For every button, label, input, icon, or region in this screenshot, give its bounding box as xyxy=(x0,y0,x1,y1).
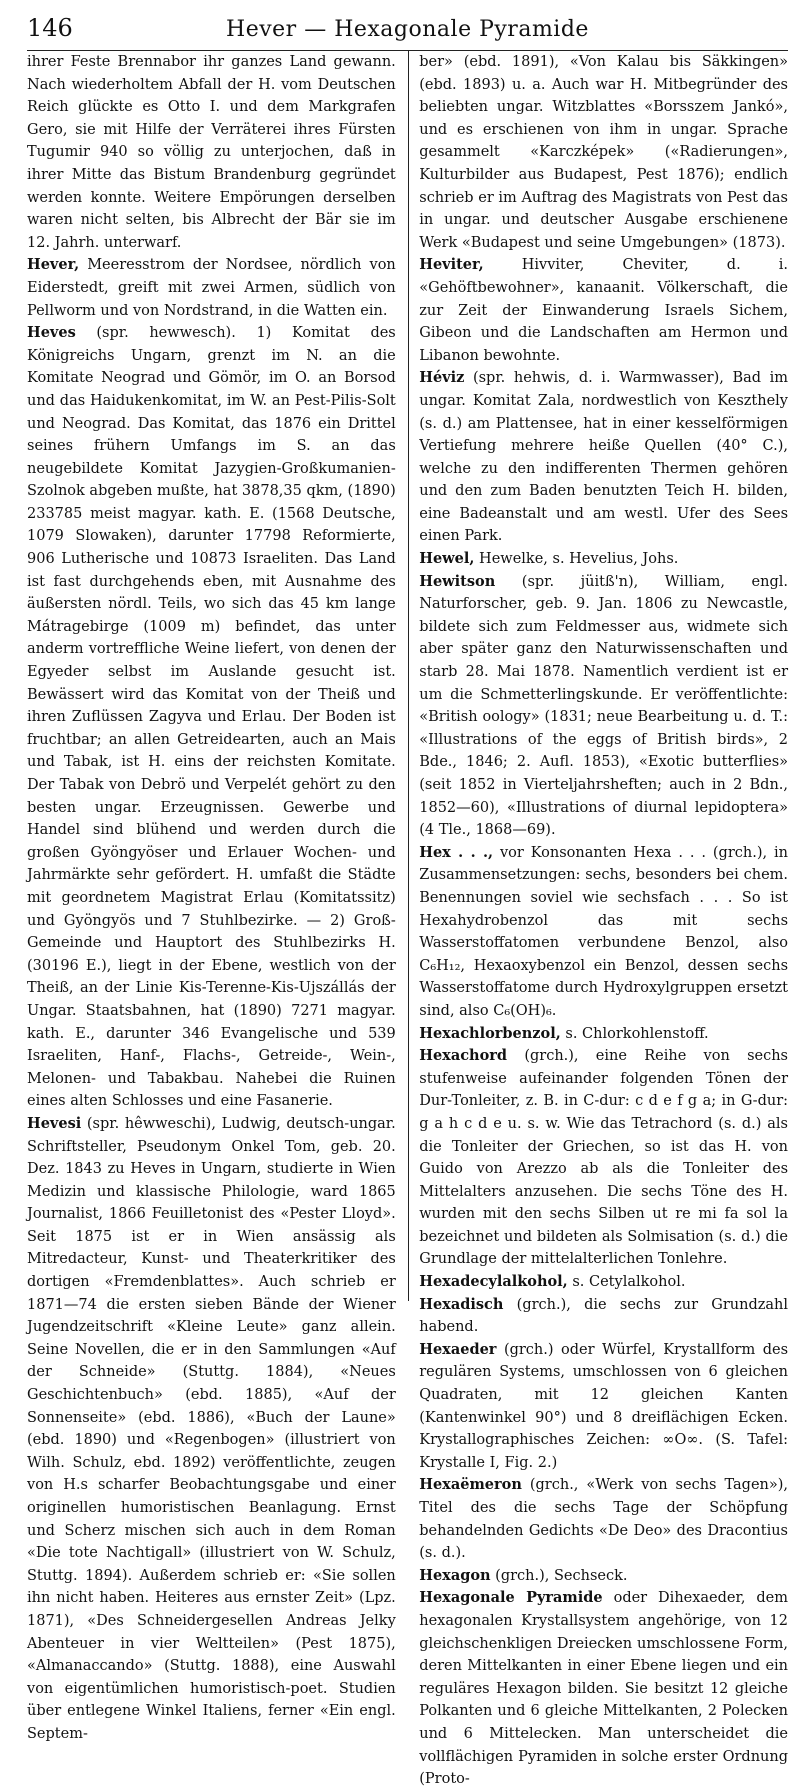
entry-continuation: ihrer Feste Brennabor ihr ganzes Land gewann. Nach wiederholtem Abfall der H. vom Deutschen Reich glückte es Otto I. und dem Markgrafen Gero, sie mit Hilfe der Verräterei ihres Fürsten Tugumir 940 so völlig zu unterjochen, daß in ihrer Mitte das Bistum Brandenburg gegründet werden konnte. Weitere Empörungen derselben waren nicht selten, bis Albrecht der Bär sie im 12. Jahrh. unterwarf. xyxy=(27,54,396,251)
column-divider xyxy=(408,51,409,1301)
entry-hexadisch: Hexadisch (grch.), die sechs zur Grundzahl habend. xyxy=(419,1295,789,1336)
headword: Hexachlorbenzol, xyxy=(419,1024,561,1042)
running-title: Hever — Hexagonale Pyramide xyxy=(226,17,589,42)
entry-hexaeder: Hexaeder (grch.) oder Würfel, Krystallform des regulären Systems, umschlossen von 6 gleichen Quadraten, mit 12 gleichen Kanten (Kantenwinkel 90°) und 8 dreiflächigen Ecken. Krystallographisches Zeichen: ∞O∞. (S. Tafel: Krystalle I, Fig. 2.) xyxy=(419,1340,789,1471)
headword: Hexagonale Pyramide xyxy=(419,1589,603,1607)
headword: Hewel, xyxy=(419,550,475,568)
headword: Hexaeder xyxy=(419,1340,497,1358)
headword: Hexadisch xyxy=(419,1295,504,1313)
entry-hever: Hever, Meeresstrom der Nordsee, nördlich von Eiderstedt, greift mit zwei Armen, südlich von Pellworm und von Nordstrand, in die Watten ein. xyxy=(27,256,396,319)
headword: Hewitson xyxy=(419,572,496,590)
page-number: 146 xyxy=(27,14,73,42)
headword: Hexadecylalkohol, xyxy=(419,1273,568,1291)
headword: Hever, xyxy=(27,256,80,274)
headword: Hexaëmeron xyxy=(419,1476,522,1494)
headword: Heves xyxy=(27,324,76,342)
entry-heves: Heves (spr. hewwesch). 1) Komitat des Königreichs Ungarn, grenzt im N. an die Komitate Neograd und Gömör, im O. an Borsod und das Haidukenkomitat, im W. an Pest-Pilis-Solt und Neograd. Das Komitat, das 1876 ein Drittel seines frühern Umfangs im S. an das neugebildete Komitat Jazygien-Großkumanien-Szolnok abgeben mußte, hat 3878,35 qkm, (1890) 233785 meist magyar. kath. E. (1568 Deutsche, 1079 Slowaken), darunter 17798 Reformierte, 906 Lutherische und 10873 Israeliten. Das Land ist fast durchgehends eben, mit Ausnahme des äußersten nördl. Teils, wo sich das 45 km lange Mátragebirge (1009 m) befindet, das unter anderm vortreffliche Weine liefert, von denen der Egyeder selbst im Auslande gesucht ist. Bewässert wird das Komitat von der Theiß und ihren Zuflüssen Zagyva und Erlau. Der Boden ist fruchtbar; an allen Getreidearten, auch an Mais und Tabak, ist H. eins der reichsten Komitate. Der Tabak von Debrö und Verpelét gehört zu den besten ungar. Erzeugnissen. Gewerbe und Handel sind blühend und werden durch die großen Gyöngyöser und Erlauer Wochen- und Jahrmärkte sehr gefördert. H. umfaßt die Städte mit geordnetem Magistrat Erlau (Komitatssitz) und Gyöngyös und 7 Stuhlbezirke. — 2) Groß-Gemeinde und Hauptort des Stuhlbezirks H. (30196 E.), liegt in der Ebene, westlich von der Theiß, an der Linie Kis-Terenne-Kis-Ujszállás der Ungar. Staatsbahnen, hat (1890) 7271 magyar. kath. E., darunter 346 Evangelische und 539 Israeliten, Hanf-, Flachs-, Getreide-, Wein-, Melonen- und Tabakbau. Nahebei die Ruinen eines alten Schlosses und eine Fasanerie. xyxy=(27,324,396,1110)
entry-heviz: Héviz (spr. hehwis, d. i. Warmwasser), Bad im ungar. Komitat Zala, nordwestlich von Keszthely (s. d.) am Plattensee, hat in einer kesselförmigen Vertiefung mehrere heiße Quellen (40° C.), welche zu den indifferenten Thermen gehören und den zum Baden benutzten Teich H. bilden, eine Badeanstalt und am westl. Ufer des Sees einen Park. xyxy=(419,369,789,545)
entry-hevesi: Hevesi (spr. hêwweschi), Ludwig, deutsch-ungar. Schriftsteller, Pseudonym Onkel Tom, geb. 20. Dez. 1843 zu Heves in Ungarn, studierte in Wien Medizin und klassische Philologie, ward 1865 Journalist, 1866 Feuilletonist des «Pester Lloyd». Seit 1875 ist er in Wien ansässig als Mitredacteur, Kunst- und Theaterkritiker des dortigen «Fremdenblattes». Auch schrieb er 1871—74 die ersten sieben Bände der Wiener Jugendzeitschrift «Kleine Leute» ganz allein. Seine Novellen, die er in den Sammlungen «Auf der Schneide» (Stuttg. 1884), «Neues Geschichtenbuch» (ebd. 1885), «Auf der Sonnenseite» (ebd. 1886), «Buch der Laune» (ebd. 1890) und «Regenbogen» (illustriert von Wilh. Schulz, ebd. 1892) veröffentlichte, zeugen von H.s scharfer Beobachtungsgabe und einer originellen humoristischen Beanlagung. Ernst und Scherz mischen sich auch in dem Roman «Die tote Nachtigall» (illustriert von W. Schulz, Stuttg. 1894). Außerdem schrieb er: «Sie sollen ihn nicht haben. Heiteres aus ernster Zeit» (Lpz. 1871), «Des Schneidergesellen Andreas Jelky Abenteuer in vier Weltteilen» (Pest 1875), «Almanaccando» (Stuttg. 1888), eine Auswahl von eigentümlichen humoristisch-poet. Studien über entlegene Winkel Italiens, ferner «Ein engl. Septem- xyxy=(27,1114,396,1742)
entry-hewitson: Hewitson (spr. jüitß'n), William, engl. Naturforscher, geb. 9. Jan. 1806 zu Newcastle, bildete sich zum Feldmesser aus, widmete sich aber später ganz den Naturwissenschaften und starb 28. Mai 1878. Namentlich verdient ist er um die Schmetterlingskunde. Er veröffentlichte: «British oology» (1831; neue Bearbeitung u. d. T.: «Illustrations of the eggs of British birds», 2 Bde., 1846; 2. Aufl. 1853), «Exotic butterflies» (seit 1852 in Vierteljahrsheften; auch in 2 Bdn., 1852—60), «Illustrations of diurnal lepidoptera» (4 Tle., 1868—69). xyxy=(419,572,789,839)
entry-continuation: ber» (ebd. 1891), «Von Kalau bis Säkkingen» (ebd. 1893) u. a. Auch war H. Mitbegründer des beliebten ungar. Witzblattes «Borsszem Jankó», und es erschienen von ihm in ungar. Sprache gesammelt «Karczképek» («Radierungen», Kulturbilder aus Budapest, Pest 1876); endlich schrieb er im Auftrag des Magistrats von Pest das in ungar. und deutscher Ausgabe erschienene Werk «Budapest und seine Umgebungen» (1873). xyxy=(419,54,789,251)
entry-hewel: Hewel, Hewelke, s. Hevelius, Johs. xyxy=(419,550,679,568)
entry-hexagonale-pyramide: Hexagonale Pyramide oder Dihexaeder, dem hexagonalen Krystallsystem angehörige, von 12 gleichschenkligen Dreiecken umschlossene Form, deren Mittelkanten in einer Ebene liegen und ein reguläres Hexagon bilden. Sie besitzt 12 gleiche Polkanten und 6 gleiche Mittelkanten, 2 Polecken und 6 Mittelecken. Man unterscheidet die vollflächigen Pyramiden in solche erster Ordnung (Proto- xyxy=(419,1589,789,1788)
headword: Heviter, xyxy=(419,256,484,274)
headword: Héviz xyxy=(419,369,465,387)
entry-hex: Hex . . ., vor Konsonanten Hexa . . . (grch.), in Zusammensetzungen: sechs, besonders bei chem. Benennungen soviel wie sechsfach . . . So ist Hexahydrobenzol das mit sechs Wasserstoffatomen verbundene Benzol, also C₆H₁₂, Hexaoxybenzol ein Benzol, dessen sechs Wasserstoffatome durch Hydroxylgruppen ersetzt sind, also C₆(OH)₆. xyxy=(419,843,789,1019)
entry-hexadecylalkohol: Hexadecylalkohol, s. Cetylalkohol. xyxy=(419,1273,686,1291)
entry-hexagon: Hexagon (grch.), Sechseck. xyxy=(419,1566,628,1584)
headword: Hexachord xyxy=(419,1047,508,1065)
headword: Hex . . ., xyxy=(419,843,494,861)
entry-hexaemeron: Hexaëmeron (grch., «Werk von sechs Tagen»), Titel des die sechs Tage der Schöpfung behandelnden Gedichts «De Deo» des Dracontius (s. d.). xyxy=(419,1476,789,1562)
entry-hexachlorbenzol: Hexachlorbenzol, s. Chlorkohlenstoff. xyxy=(419,1024,709,1042)
left-column xyxy=(27,51,402,1742)
entry-hexachord: Hexachord (grch.), eine Reihe von sechs stufenweise aufeinander folgenden Tönen der Dur-Tonleiter, z. B. in C-dur: c d e f g a; in G-dur: g a h c d e u. s. w. Wie das Tetrachord (s. d.) als die Tonleiter der Griechen, so ist das H. von Guido von Arezzo ab als die Tonleiter des Mittelalters anzusehen. Die sechs Töne des H. wurden mit den sechs Silben ut re mi fa sol la bezeichnet und bildeten als Solmisation (s. d.) die Grundlage der mittelalterlichen Tonlehre. xyxy=(419,1047,789,1268)
entry-heviter: Heviter, Hivviter, Cheviter, d. i. «Gehöftbewohner», kanaanit. Völkerschaft, die zur Zeit der Einwanderung Israels Sichem, Gibeon und die Landschaften am Hermon und Libanon bewohnte. xyxy=(419,256,789,364)
headword: Hevesi xyxy=(27,1114,82,1132)
page-header xyxy=(27,14,788,51)
two-column-body xyxy=(27,51,789,1788)
right-column xyxy=(417,51,789,1788)
headword: Hexagon xyxy=(419,1566,491,1584)
